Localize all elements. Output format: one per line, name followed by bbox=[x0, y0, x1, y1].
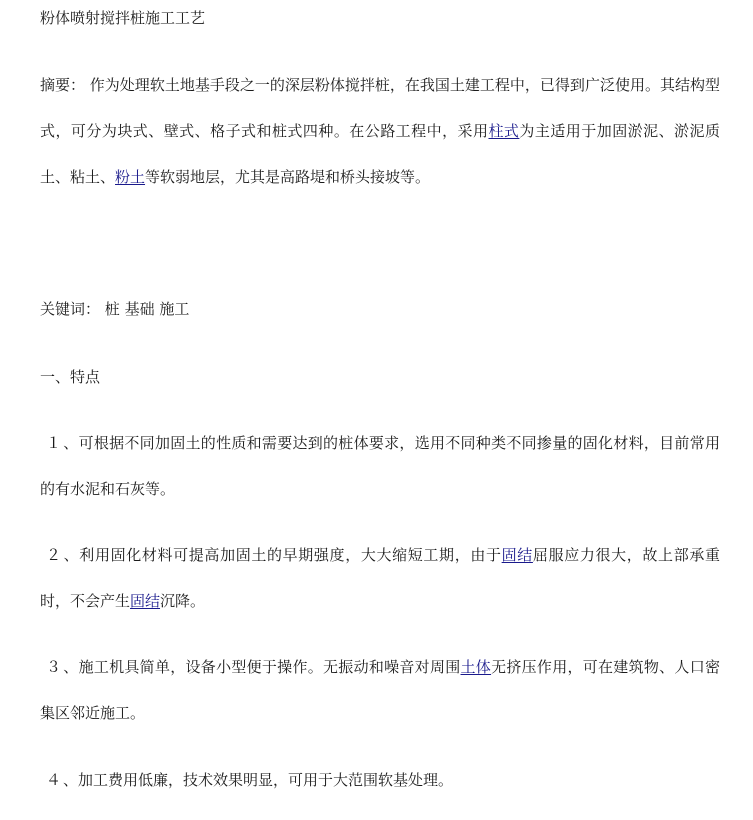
abstract-paragraph bbox=[40, 62, 720, 200]
link-tuti[interactable]: 土体 bbox=[460, 658, 492, 676]
item-number: ２ bbox=[46, 546, 62, 564]
section-heading: 一、特点 bbox=[40, 368, 101, 386]
item-text: 、可根据不同加固土的性质和需要达到的桩体要求，选用不同种类不同掺量的固化材料，目前常用的有水泥和石灰等。 bbox=[40, 434, 720, 498]
item-text: 、利用固化材料可提高加固土的早期强度，大大缩短工期，由于 bbox=[63, 546, 502, 564]
feature-item-2 bbox=[40, 532, 720, 624]
abstract-text-3: 等软弱地层，尤其是高路堤和桥头接坡等。 bbox=[145, 168, 431, 186]
abstract-label: 摘要： bbox=[40, 76, 86, 94]
item-text: 、加工费用低廉，技术效果明显，可用于大范围软基处理。 bbox=[63, 771, 454, 789]
feature-item-4 bbox=[40, 757, 720, 803]
item-text: 、施工机具简单，设备小型便于操作。无振动和噪音对周围 bbox=[63, 658, 461, 676]
feature-item-3 bbox=[40, 644, 720, 736]
item-text: 屈服应力很大，故上部承重时，不会产生 bbox=[40, 546, 720, 610]
document-title: 粉体喷射搅拌桩施工工艺 bbox=[40, 9, 206, 27]
keywords-line bbox=[40, 286, 720, 332]
abstract-text-1: 作为处理软土地基手段之一的深层粉体搅拌桩，在我国土建工程中，已得到广泛使用。其结构型式，可分为块式、壁式、格子式和桩式四种。在公路工程中，采用 bbox=[40, 76, 720, 140]
link-zhushi[interactable]: 柱式 bbox=[488, 122, 520, 140]
item-number: １ bbox=[46, 434, 62, 452]
abstract-text-2: 为主适用于加固淤泥、淤泥质土、粘土、 bbox=[40, 122, 720, 186]
link-guijie[interactable]: 固结 bbox=[130, 592, 161, 610]
item-text: 无挤压作用，可在建筑物、人口密集区邻近施工。 bbox=[40, 658, 720, 722]
link-fentu[interactable]: 粉土 bbox=[115, 168, 146, 186]
feature-item-1 bbox=[40, 420, 720, 512]
keywords-text: 桩 基础 施工 bbox=[104, 300, 190, 318]
item-number: ３ bbox=[46, 658, 62, 676]
item-number: ４ bbox=[46, 771, 62, 789]
link-guijie[interactable]: 固结 bbox=[501, 546, 533, 564]
keywords-label: 关键词： bbox=[40, 300, 101, 318]
item-text: 沉降。 bbox=[160, 592, 206, 610]
